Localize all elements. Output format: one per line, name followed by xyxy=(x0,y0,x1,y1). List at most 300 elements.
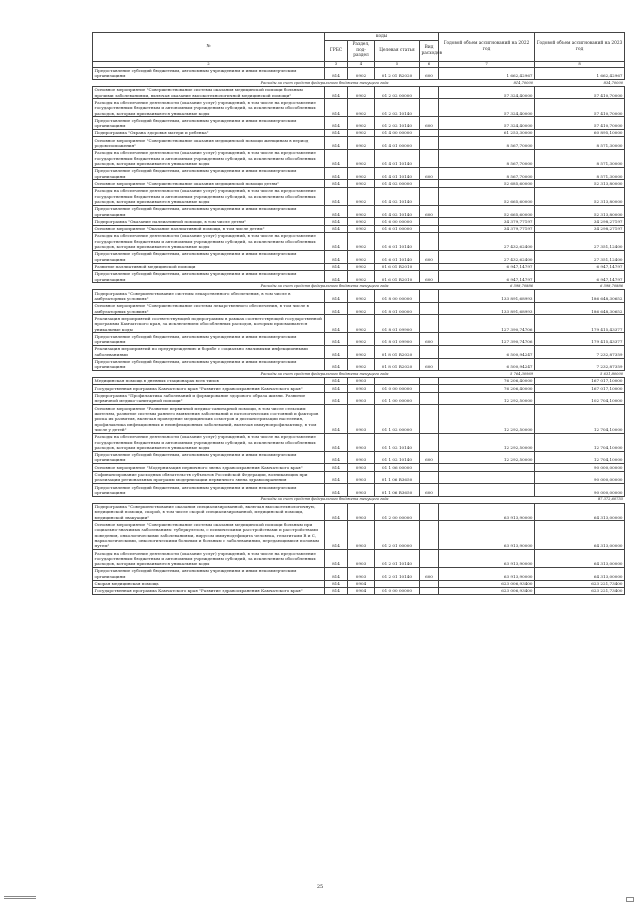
amount-2022: 814,70000 xyxy=(439,80,535,87)
amount-2022: 12 292,50000 xyxy=(439,405,535,434)
column-number: 2 xyxy=(93,61,325,67)
amount-2023: 6 947,14797 xyxy=(535,270,625,283)
table-row xyxy=(93,385,625,392)
row-grbs: 814 xyxy=(325,358,348,371)
row-target: 01 8 01 00000 xyxy=(375,302,420,315)
row-section: 0902 xyxy=(348,167,375,180)
table-row xyxy=(93,167,625,180)
row-grbs: 814 xyxy=(325,315,348,333)
amount-2023: 623 221,73400 xyxy=(535,580,625,587)
row-vr xyxy=(420,137,439,150)
table-body xyxy=(93,67,625,595)
row-name: Софинансирование расходных обязательств субъектов Российской Федерации, возникающих при реализации региональных программ модернизации первичного звена здравоохранения xyxy=(93,471,325,484)
row-target: 01 1 06 00000 xyxy=(375,464,420,471)
row-name: Подпрограмма "Профилактика заболеваний и формирование здорового образа жизни. Развитие первичной медико-санитарной помощи" xyxy=(93,392,325,405)
row-target: 01 0 00 00000 xyxy=(375,385,420,392)
table-row xyxy=(93,99,625,117)
row-grbs: 814 xyxy=(325,167,348,180)
row-vr: 600 xyxy=(420,167,439,180)
column-number: 6 xyxy=(420,61,439,67)
row-name: Подпрограмма "Оказание паллиативной помощи, в том числе детям" xyxy=(93,218,325,225)
row-name: Государственная программа Камчатского края "Развитие здравоохранения Камчатского края" xyxy=(93,385,325,392)
table-row xyxy=(93,302,625,315)
amount-2022: 5 764,30969 xyxy=(439,371,535,378)
row-vr: 600 xyxy=(420,451,439,464)
amount-2023: 186 648,30652 xyxy=(535,302,625,315)
row-grbs: 814 xyxy=(325,484,348,497)
header-vr: Вид расходов xyxy=(420,40,439,61)
row-grbs: 814 xyxy=(325,232,348,250)
table-row xyxy=(93,580,625,587)
row-name: Реализация мероприятий по предупреждению и борьбе с социально значимыми инфекционными заболеваниями xyxy=(93,345,325,358)
row-name: Реализация мероприятий соответствующей подпрограммы в рамках соответствующей государственной программы Камчатского края, за исключением обособленных расходов, которым присваиваются уникальные коды xyxy=(93,315,325,333)
row-name: Предоставление субсидий бюджетным, автономным учреждениям и иным некоммерческим организациям xyxy=(93,167,325,180)
amount-2023: 12 704,10000 xyxy=(535,451,625,464)
row-section: 0902 xyxy=(348,205,375,218)
row-section: 0902 xyxy=(348,187,375,205)
amount-2022 xyxy=(439,496,535,503)
amount-2023: 52 313,80000 xyxy=(535,180,625,187)
row-grbs: 814 xyxy=(325,263,348,270)
row-target: 01 6 01 R2010 xyxy=(375,270,420,283)
row-target: 01 2 01 10140 xyxy=(375,550,420,568)
row-section: 0902 xyxy=(348,149,375,167)
table-row xyxy=(93,550,625,568)
amount-2023: 167 017,10000 xyxy=(535,377,625,384)
row-vr xyxy=(420,218,439,225)
row-name: Предоставление субсидий бюджетным, автономным учреждениям и иным некоммерческим организациям xyxy=(93,117,325,130)
amount-2022: 12 292,50000 xyxy=(439,392,535,405)
row-name: Расходы на обеспечение деятельности (оказание услуг) учреждений, в том числе на предоставление государственным бюджетным и автономным учреждениям субсидий, за исключением обособленных расходов, которым присваиваются уникальные коды xyxy=(93,232,325,250)
row-grbs: 814 xyxy=(325,149,348,167)
amount-2022: 34 379,77197 xyxy=(439,225,535,232)
row-name: Основное мероприятие "Развитие первичной медико-санитарной помощи, в том числе сельским жителям, развитие системы раннего выявления заболеваний и патологических состояний и факторов риска их развития, включая проведение медицинских осмотров и диспансеризации населения, профилактика инфекционных и неинфекционных заболеваний, включая иммунопрофилактику, в том числе у детей" xyxy=(93,405,325,434)
row-name: Развитие паллиативной медицинской помощи xyxy=(93,263,325,270)
header-2022: Годовой объем ассигнований на 2022 год xyxy=(439,33,535,62)
amount-2023: 57 410,70000 xyxy=(535,86,625,99)
table-row xyxy=(93,67,625,80)
row-target: 01 6 01 10140 xyxy=(375,250,420,263)
row-section: 0902 xyxy=(348,117,375,130)
row-grbs: 814 xyxy=(325,333,348,346)
row-grbs: 814 xyxy=(325,99,348,117)
row-vr xyxy=(420,345,439,358)
column-number: 8 xyxy=(535,61,625,67)
row-section: 0903 xyxy=(348,567,375,580)
table-row xyxy=(93,345,625,358)
row-name: Предоставление субсидий бюджетным, автономным учреждениям и иным некоммерческим организациям xyxy=(93,358,325,371)
row-target: 01 1 06 R3650 xyxy=(375,471,420,484)
amount-2023: 102 704,10000 xyxy=(535,392,625,405)
row-target: 01 8 00 00000 xyxy=(375,290,420,303)
row-name: Медицинская помощь в дневных стационарах всех типов xyxy=(93,377,325,384)
amount-2022: 133 891,68993 xyxy=(439,290,535,303)
amount-2023: 64 313,00000 xyxy=(535,503,625,521)
amount-2022: 8 567,70000 xyxy=(439,137,535,150)
row-grbs: 814 xyxy=(325,345,348,358)
table-row xyxy=(93,149,625,167)
row-target: 01 2 02 10140 xyxy=(375,117,420,130)
row-grbs: 814 xyxy=(325,587,348,594)
amount-2023: 623 221,73400 xyxy=(535,587,625,594)
row-grbs: 814 xyxy=(325,385,348,392)
row-section: 0903 xyxy=(348,433,375,451)
amount-2022: 6 947,14797 xyxy=(439,270,535,283)
amount-2022: 63 913,90000 xyxy=(439,550,535,568)
row-section: 0903 xyxy=(348,405,375,434)
amount-2022: 127 390,74706 xyxy=(439,333,535,346)
table-row xyxy=(93,587,625,594)
row-grbs: 814 xyxy=(325,377,348,384)
note-text: Расходы за счет средств федерального бюджета текущего года xyxy=(93,80,439,87)
row-name: Подпрограмма "Охрана здоровья матери и ребенка" xyxy=(93,129,325,136)
row-section: 0903 xyxy=(348,377,375,384)
row-target: 01 2 01 10140 xyxy=(375,567,420,580)
table-row xyxy=(93,433,625,451)
row-section: 0903 xyxy=(348,521,375,550)
row-target: 01 2 01 R2020 xyxy=(375,67,420,80)
row-target xyxy=(375,377,420,384)
row-grbs: 814 xyxy=(325,433,348,451)
row-vr xyxy=(420,232,439,250)
row-grbs: 814 xyxy=(325,270,348,283)
row-section: 0902 xyxy=(348,218,375,225)
row-section: 0903 xyxy=(348,392,375,405)
row-vr: 600 xyxy=(420,205,439,218)
table-row xyxy=(93,218,625,225)
row-section: 0902 xyxy=(348,290,375,303)
table-row xyxy=(93,333,625,346)
row-name: Предоставление субсидий бюджетным, автономным учреждениям и иным некоммерческим организациям xyxy=(93,567,325,580)
row-target: 01 8 01 09900 xyxy=(375,333,420,346)
row-section: 0902 xyxy=(348,67,375,80)
amount-2022: 76 206,40000 xyxy=(439,385,535,392)
row-name: Основное мероприятие "Совершенствование оказания медицинской помощи детям" xyxy=(93,180,325,187)
amount-2023: 12 704,10000 xyxy=(535,405,625,434)
amount-2022: 52 665,60000 xyxy=(439,205,535,218)
header-number: № xyxy=(93,33,325,62)
amount-2022 xyxy=(439,471,535,484)
row-name: Расходы на обеспечение деятельности (оказание услуг) учреждений, в том числе на предоставление государственным бюджетным и автономным учреждениям субсидий, за исключением обособленных расходов, которым присваиваются уникальные коды xyxy=(93,550,325,568)
row-name: Предоставление субсидий бюджетным, автономным учреждениям и иным некоммерческим организациям xyxy=(93,250,325,263)
amount-2023: 52 313,80000 xyxy=(535,187,625,205)
row-grbs: 814 xyxy=(325,392,348,405)
table-row xyxy=(93,180,625,187)
row-section: 0903 xyxy=(348,503,375,521)
row-vr xyxy=(420,180,439,187)
table-row xyxy=(93,471,625,484)
table-row xyxy=(93,290,625,303)
row-vr xyxy=(420,433,439,451)
amount-2022: 63 913,90000 xyxy=(439,567,535,580)
amount-2023: 57 410,70000 xyxy=(535,99,625,117)
amount-2022 xyxy=(439,484,535,497)
amount-2022: 623 006,93400 xyxy=(439,587,535,594)
amount-2023: 8 571,30000 xyxy=(535,167,625,180)
row-grbs: 814 xyxy=(325,471,348,484)
amount-2022: 61 253,30000 xyxy=(439,129,535,136)
row-grbs: 814 xyxy=(325,205,348,218)
amount-2023: 7 232,87359 xyxy=(535,358,625,371)
amount-2022: 6 947,14797 xyxy=(439,263,535,270)
amount-2022: 76 206,40000 xyxy=(439,377,535,384)
table-row xyxy=(93,405,625,434)
amount-2022: 8 567,70000 xyxy=(439,149,535,167)
row-name: Основное мероприятие "Оказание паллиативной помощи, в том числе детям" xyxy=(93,225,325,232)
row-target: 01 4 01 00000 xyxy=(375,137,420,150)
row-vr: 600 xyxy=(420,333,439,346)
amount-2023: 6 947,14797 xyxy=(535,263,625,270)
note-text: Расходы за счет средств федерального бюджета текущего года xyxy=(93,283,439,290)
row-name: Государственная программа Камчатского края "Развитие здравоохранения Камчатского края" xyxy=(93,587,325,594)
row-name: Основное мероприятие "Совершенствование системы оказания медицинской помощи больным при социально-значимых заболеваниях: туберкулезом, с психическими расстройствами и расстройствами поведения, онкологическими заболеваниями, вирусом иммунодефицита человека, гепатитами B и C, наркологическими, онкологическими больным и больным с заболеваниями, передающимися половым путем" xyxy=(93,521,325,550)
amount-2022: 63 913,90000 xyxy=(439,503,535,521)
row-vr xyxy=(420,99,439,117)
amount-2023: 179 415,43377 xyxy=(535,315,625,333)
row-target: 01 1 02 00000 xyxy=(375,405,420,434)
row-target: 01 6 01 10140 xyxy=(375,232,420,250)
row-name: Основное мероприятие "Совершенствование оказания медицинской помощи женщинам в период родовспоможения" xyxy=(93,137,325,150)
amount-2022: 52 685,60000 xyxy=(439,180,535,187)
row-target: 01 2 02 10140 xyxy=(375,99,420,117)
table-row xyxy=(93,250,625,263)
amount-2022: 27 432,62400 xyxy=(439,232,535,250)
amount-2023: 12 704,10000 xyxy=(535,433,625,451)
row-target: 01 1 02 10140 xyxy=(375,451,420,464)
amount-2022: 6 500,94247 xyxy=(439,358,535,371)
row-section: 0904 xyxy=(348,587,375,594)
row-name: Предоставление субсидий бюджетным, автономным учреждениям и иным некоммерческим организациям xyxy=(93,333,325,346)
row-vr xyxy=(420,290,439,303)
table-header xyxy=(93,33,625,68)
row-target: 01 4 00 00000 xyxy=(375,129,420,136)
amount-2023: 27 351,12400 xyxy=(535,232,625,250)
row-grbs: 814 xyxy=(325,503,348,521)
amount-2023: 57 410,70000 xyxy=(535,117,625,130)
row-section: 0903 xyxy=(348,464,375,471)
row-grbs: 814 xyxy=(325,550,348,568)
row-section: 0904 xyxy=(348,580,375,587)
header-grbs: ГРБС xyxy=(325,40,348,61)
amount-2022: 27 432,62400 xyxy=(439,250,535,263)
row-name: Скорая медицинская помощь xyxy=(93,580,325,587)
amount-2022 xyxy=(439,464,535,471)
row-target: 01 2 02 00000 xyxy=(375,86,420,99)
row-section: 0902 xyxy=(348,302,375,315)
table-row xyxy=(93,263,625,270)
row-section: 0902 xyxy=(348,137,375,150)
row-target: 01 2 00 00000 xyxy=(375,503,420,521)
row-vr: 600 xyxy=(420,67,439,80)
row-vr xyxy=(420,86,439,99)
row-vr xyxy=(420,587,439,594)
row-vr: 600 xyxy=(420,250,439,263)
row-vr xyxy=(420,129,439,136)
row-grbs: 814 xyxy=(325,405,348,434)
row-target: 01 4 02 10140 xyxy=(375,205,420,218)
amount-2022: 6 500,94247 xyxy=(439,345,535,358)
amount-2022: 127 390,74706 xyxy=(439,315,535,333)
row-name: Основное мероприятие "Совершенствование системы оказания медицинской помощи больным прочими заболеваниями, включая оказание высокотехнологичной медицинской помощи" xyxy=(93,86,325,99)
table-row xyxy=(93,521,625,550)
row-name: Подпрограмма "Совершенствование оказания специализированной, включая высокотехнологичную, медицинской помощи, скорой, в том числе скорой специализированной, медицинской помощи, медицинской эвакуации" xyxy=(93,503,325,521)
row-vr: 600 xyxy=(420,358,439,371)
page-number: 25 xyxy=(316,884,324,890)
row-vr xyxy=(420,392,439,405)
row-grbs: 814 xyxy=(325,521,348,550)
row-vr xyxy=(420,464,439,471)
amount-2022: 34 379,77197 xyxy=(439,218,535,225)
amount-2023: 7 232,87359 xyxy=(535,345,625,358)
row-target: 01 4 02 00000 xyxy=(375,180,420,187)
row-name: Предоставление субсидий бюджетным, автономным учреждениям и иным некоммерческим организациям xyxy=(93,270,325,283)
amount-2022: 12 292,50000 xyxy=(439,433,535,451)
row-section: 0902 xyxy=(348,345,375,358)
table-row xyxy=(93,484,625,497)
row-section: 0903 xyxy=(348,550,375,568)
amount-2022: 12 292,50000 xyxy=(439,451,535,464)
row-target: 01 4 02 10140 xyxy=(375,187,420,205)
row-grbs: 814 xyxy=(325,567,348,580)
row-vr: 600 xyxy=(420,117,439,130)
row-target: 01 6 01 00000 xyxy=(375,225,420,232)
table-row xyxy=(93,232,625,250)
table-row xyxy=(93,315,625,333)
column-number: 3 xyxy=(325,61,348,67)
row-target: 01 0 00 00000 xyxy=(375,587,420,594)
row-name: Основное мероприятие "Совершенствование системы лекарственного обеспечения, в том числе в амбулаторных условиях" xyxy=(93,302,325,315)
amount-2023: 8 571,30000 xyxy=(535,137,625,150)
table-row xyxy=(93,451,625,464)
row-grbs: 814 xyxy=(325,250,348,263)
row-vr xyxy=(420,471,439,484)
row-grbs: 814 xyxy=(325,290,348,303)
amount-2022: 57 324,40000 xyxy=(439,99,535,117)
row-section: 0902 xyxy=(348,263,375,270)
table-row xyxy=(93,377,625,384)
row-vr: 600 xyxy=(420,270,439,283)
row-target: 01 6 01 R2010 xyxy=(375,263,420,270)
header-codes: коды xyxy=(325,33,439,41)
table-row xyxy=(93,464,625,471)
table-row xyxy=(93,137,625,150)
table-row xyxy=(93,503,625,521)
row-vr xyxy=(420,315,439,333)
amount-2023: 60 895,10000 xyxy=(535,129,625,136)
row-vr xyxy=(420,405,439,434)
amount-2023: 179 415,43377 xyxy=(535,333,625,346)
column-number: 5 xyxy=(375,61,420,67)
row-grbs: 814 xyxy=(325,67,348,80)
row-target: 01 8 01 R2020 xyxy=(375,358,420,371)
row-section: 0902 xyxy=(348,225,375,232)
row-vr xyxy=(420,149,439,167)
table-row xyxy=(93,270,625,283)
federal-budget-note-row xyxy=(93,371,625,378)
row-section: 0902 xyxy=(348,99,375,117)
amount-2022: 57 324,40000 xyxy=(439,86,535,99)
federal-budget-note-row xyxy=(93,283,625,290)
row-vr xyxy=(420,503,439,521)
row-vr xyxy=(420,263,439,270)
note-text: Расходы за счет средств федерального бюджета текущего года xyxy=(93,371,439,378)
row-grbs: 814 xyxy=(325,580,348,587)
amount-2023: 5 631,80000 xyxy=(535,371,625,378)
row-grbs: 814 xyxy=(325,302,348,315)
row-vr xyxy=(420,302,439,315)
amount-2023: 90 000,00000 xyxy=(535,464,625,471)
row-name: Расходы на обеспечение деятельности (оказание услуг) учреждений, в том числе на предоставление государственным бюджетным и автономным учреждениям субсидий, за исключением обособленных расходов, которым присваиваются уникальные коды xyxy=(93,433,325,451)
amount-2022: 6 598,70886 xyxy=(439,283,535,290)
row-section: 0902 xyxy=(348,232,375,250)
amount-2023: 8 571,30000 xyxy=(535,149,625,167)
row-target: 01 1 06 R3650 xyxy=(375,484,420,497)
amount-2023: 87 372,60755 xyxy=(535,496,625,503)
row-vr xyxy=(420,521,439,550)
row-grbs: 814 xyxy=(325,187,348,205)
amount-2023: 1 662,42967 xyxy=(535,67,625,80)
row-vr xyxy=(420,550,439,568)
header-2023: Годовой объем ассигнований на 2023 год xyxy=(535,33,625,62)
table-row xyxy=(93,225,625,232)
row-target: 01 1 00 00000 xyxy=(375,392,420,405)
table-row xyxy=(93,187,625,205)
amount-2022: 8 567,70000 xyxy=(439,167,535,180)
amount-2023: 27 351,12400 xyxy=(535,250,625,263)
row-target: 01 2 01 00000 xyxy=(375,521,420,550)
amount-2023: 167 017,10000 xyxy=(535,385,625,392)
amount-2022: 1 662,42967 xyxy=(439,67,535,80)
table-row xyxy=(93,358,625,371)
row-grbs: 814 xyxy=(325,129,348,136)
row-grbs: 814 xyxy=(325,464,348,471)
row-section: 0902 xyxy=(348,250,375,263)
row-vr xyxy=(420,225,439,232)
table-row xyxy=(93,117,625,130)
amount-2023: 64 313,00000 xyxy=(535,567,625,580)
row-name: Предоставление субсидий бюджетным, автономным учреждениям и иным некоммерческим организациям xyxy=(93,205,325,218)
table-row xyxy=(93,392,625,405)
row-target: 01 1 02 10140 xyxy=(375,433,420,451)
row-vr xyxy=(420,187,439,205)
row-vr: 600 xyxy=(420,567,439,580)
row-section: 0903 xyxy=(348,385,375,392)
row-name: Предоставление субсидий бюджетным, автономным учреждениям и иным некоммерческим организациям xyxy=(93,451,325,464)
row-target: 01 4 01 10140 xyxy=(375,149,420,167)
amount-2023: 64 313,00000 xyxy=(535,550,625,568)
row-section: 0902 xyxy=(348,180,375,187)
row-grbs: 814 xyxy=(325,86,348,99)
row-section: 0903 xyxy=(348,451,375,464)
column-number: 4 xyxy=(348,61,375,67)
header-target: Целевая статья xyxy=(375,40,420,61)
federal-budget-note-row xyxy=(93,80,625,87)
table-row xyxy=(93,205,625,218)
row-name: Предоставление субсидий бюджетным, автономным учреждениям и иным некоммерческим организациям xyxy=(93,67,325,80)
budget-table xyxy=(92,32,625,595)
row-section: 0902 xyxy=(348,129,375,136)
row-name: Расходы на обеспечение деятельности (оказание услуг) учреждений, в том числе на предоставление государственным бюджетным и автономным учреждениям субсидий, за исключением обособленных расходов, которым присваиваются уникальные коды xyxy=(93,149,325,167)
row-vr: 600 xyxy=(420,484,439,497)
amount-2023: 90 000,00000 xyxy=(535,471,625,484)
row-section: 0902 xyxy=(348,333,375,346)
row-vr xyxy=(420,580,439,587)
row-target: 01 8 01 R2020 xyxy=(375,345,420,358)
amount-2022: 623 006,93400 xyxy=(439,580,535,587)
federal-budget-note-row xyxy=(93,496,625,503)
column-number: 7 xyxy=(439,61,535,67)
amount-2022: 133 891,68993 xyxy=(439,302,535,315)
